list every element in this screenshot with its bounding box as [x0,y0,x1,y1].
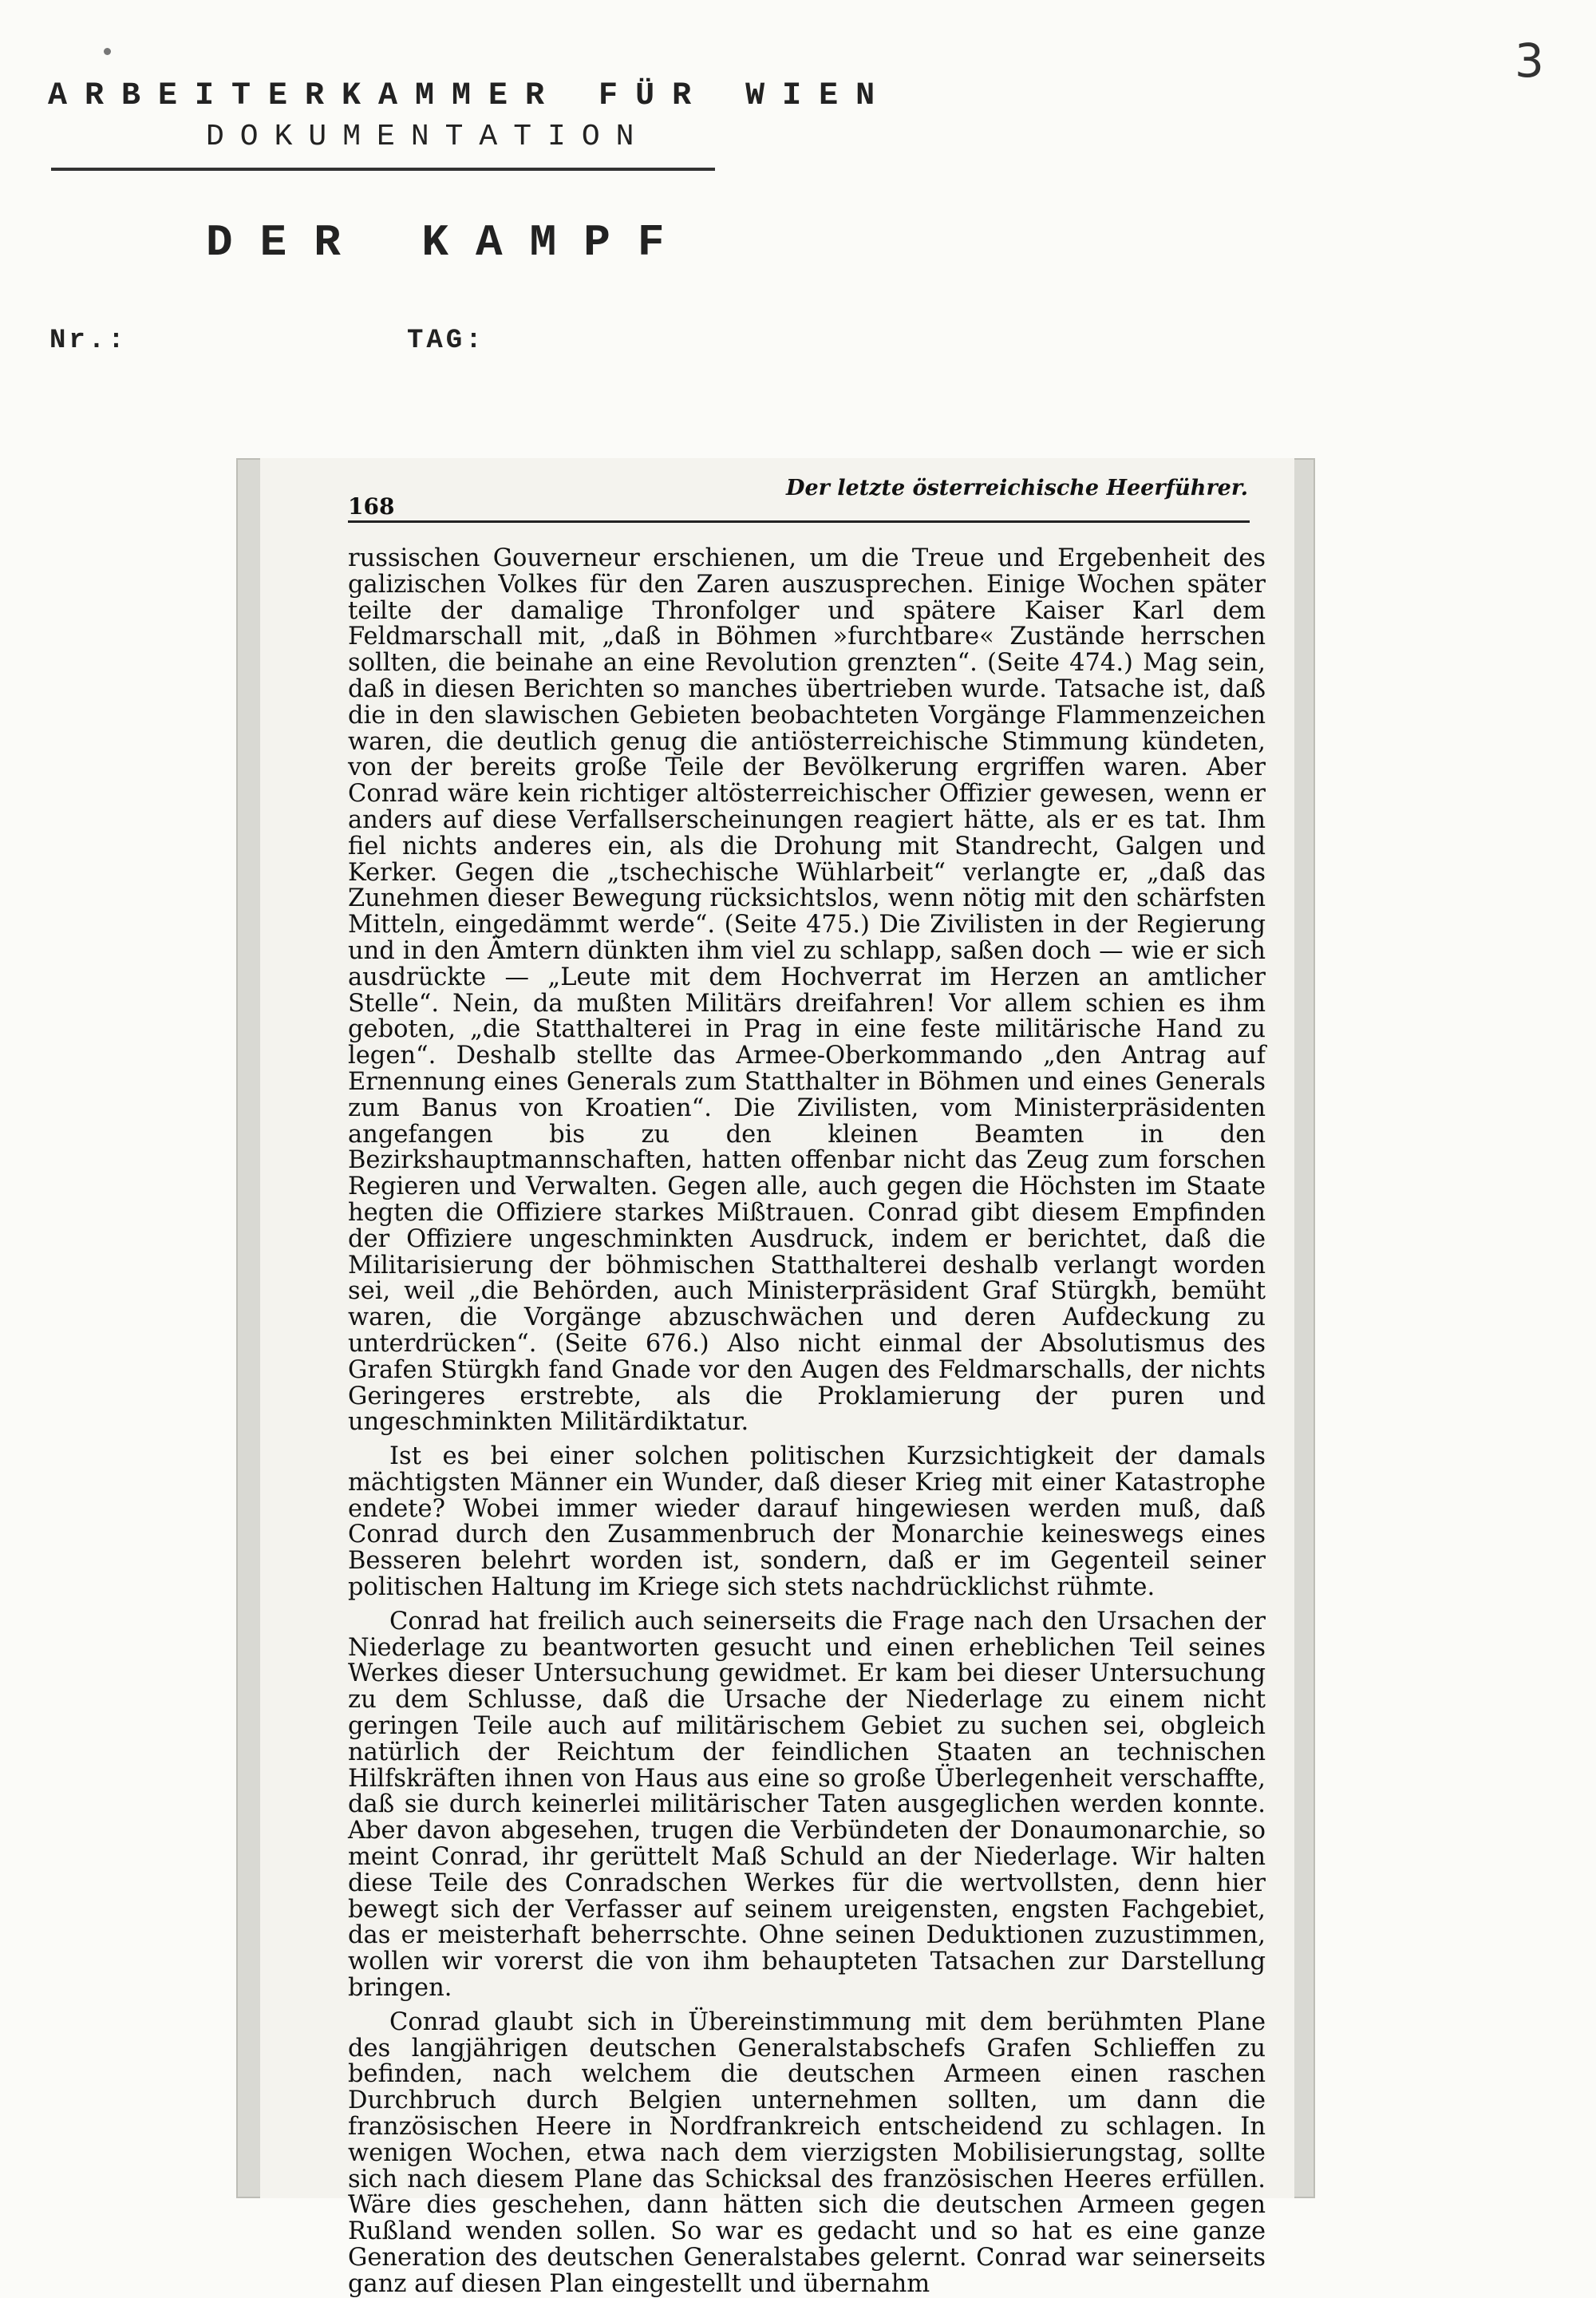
header-department: DOKUMENTATION [206,120,650,154]
header-institution: ARBEITERKAMMER FÜR WIEN [48,78,893,114]
tag-label: TAG: [407,326,485,356]
article-paragraph: Ist es bei einer solchen politischen Kurzsichtigkeit der damals mächtigsten Männer ein Wunder, daß dieser Krieg mit einer Katastrophe endete? Wobei immer wieder darauf hingewiesen werden muß, daß Conrad durch den Zusammenbruch der Monarchie keineswegs eines Besseren belehrt worden ist, sondern, daß er im Gegenteil seiner politischen Haltung im Kriege sich stets nachdrücklichst rühmte. [348,1442,1266,1602]
newspaper-clipping [236,458,1315,2298]
clipping-paper [260,458,1294,2298]
stamp-dot [104,48,111,55]
article-paragraph: Conrad glaubt sich in Übereinstimmung mit dem berühmten Plane des langjährigen deutschen Generalstabschefs Grafen Schlieffen zu befinden, nach welchem die deutschen Armeen einen raschen Durchbruch durch Belgien unternehmen sollten, um dann die französischen Heere in Nordfrankreich entscheidend zu schlagen. In wenigen Wochen, etwa nach dem vierzigsten Mobilisierungstag, sollte sich nach diesem Plane das Schicksal des französischen Heeres erfüllen. Wäre dies geschehen, dann hätten sich die deutschen Armeen gegen Rußland wenden sollen. So war es gedacht und so hat es eine ganze Generation des deutschen Generalstabes gelernt. Conrad war seinerseits ganz auf diesen Plan eingestellt und übernahm [348,2007,1266,2298]
publication-title: DER KAMPF [206,217,692,268]
article-paragraph: russischen Gouverneur erschienen, um die Treue und Ergebenheit des galizischen Volkes für den Zaren auszusprechen. Einige Wochen später teilte der damalige Thronfolger und spätere Kaiser Karl dem Feldmarschall mit, „daß in Böhmen »furchtbare« Zustände herrschen sollten, die beinahe an eine Revolution grenzten“. (Seite 474.) Mag sein, daß in diesen Berichten so manches übertrieben wurde. Tatsache ist, daß die in den slawischen Gebieten beobachteten Vorgänge Flammenzeichen waren, die deutlich genug die antiösterreichische Stimmung kündeten, von der bereits große Teile der Bevölkerung ergriffen waren. Aber Conrad wäre kein richtiger altösterreichischer Offizier gewesen, wenn er anders auf diese Verfallserscheinungen reagiert hätte, als er es tat. Ihm fiel nichts anderes ein, als die Drohung mit Standrecht, Galgen und Kerker. Gegen die „tschechische Wühlarbeit“ verlangte er, „daß das Zunehmen dieser Bewegung rücksichtslos, wenn nötig mit den schärfsten Mitteln, eingedämmt werde“. (Seite 475.) Die Zivilisten in der Regierung und in den Ämtern dünkten ihm viel zu schlapp, saßen doch — wie er sich ausdrückte — „Leute mit dem Hochverrat im Herzen an amtlicher Stelle“. Nein, da mußten Militärs dreifahren! Vor allem schien es ihm geboten, „die Statthalterei in Prag in eine feste militärische Hand zu legen“. Deshalb stellte das Armee-Oberkommando „den Antrag auf Ernennung eines Generals zum Statthalter in Böhmen und eines Generals zum Banus von Kroatien“. Die Zivilisten, vom Ministerpräsidenten angefangen bis zu den kleinen Beamten in den Bezirkshauptmannschaften, hatten offenbar nicht das Zeug zum forschen Regieren und Verwalten. Gegen alle, auch gegen die Höchsten im Staate hegten die Offiziere starkes Mißtrauen. Conrad gibt diesem Empfinden der Offiziere ungeschminkten Ausdruck, indem er berichtet, daß die Militarisierung der böhmischen Statthalterei deshalb verlangt worden sei, weil „die Behörden, auch Ministerpräsident Graf Stürgkh, bemüht waren, die Vorgänge abzuschwächen und deren Aufdeckung zu unterdrücken“. (Seite 676.) Also nicht einmal der Absolutismus des Grafen Stürgkh fand Gnade vor den Augen des Feldmarschalls, der nichts Geringeres erstrebte, als die Proklamierung der puren und ungeschminkten Militärdiktatur. [348,544,1266,1437]
header-rule [51,168,715,171]
clipping-rule [348,520,1250,523]
article-body [348,546,1266,2298]
nr-label: Nr.: [49,326,128,356]
article-paragraph: Conrad hat freilich auch seinerseits die Frage nach den Ursachen der Niederlage zu beantworten gesucht und einen erheblichen Teil seines Werkes dieser Untersuchung gewidmet. Er kam bei dieser Untersuchung zu dem Schlusse, daß die Ursache der Niederlage zu einem nicht geringen Teile auch auf militärischem Gebiet zu suchen sei, obgleich natürlich der Reichtum der feindlichen Staaten an technischen Hilfskräften ihnen von Haus aus eine so große Überlegenheit verschaffte, daß sie durch keinerlei militärischer Taten ausgeglichen werden konnte. Aber davon abgesehen, trugen die Verbündeten der Donaumonarchie, so meint Conrad, ihr gerüttelt Maß Schuld an der Niederlage. Wir halten diese Teile des Conradschen Werkes für die wertvollsten, denn hier bewegt sich der Verfasser auf seinem ureigensten, engsten Fachgebiet, das er meisterhaft beherrschte. Ohne seinen Deduktionen zuzustimmen, wollen wir vorerst die von ihm behaupteten Tatsachen zur Darstellung bringen. [348,1607,1266,2003]
clipping-running-header: Der letzte österreichische Heerführer. [786,476,1248,500]
page-number: 3 [1515,34,1544,88]
clipping-page-number: 168 [348,493,395,520]
